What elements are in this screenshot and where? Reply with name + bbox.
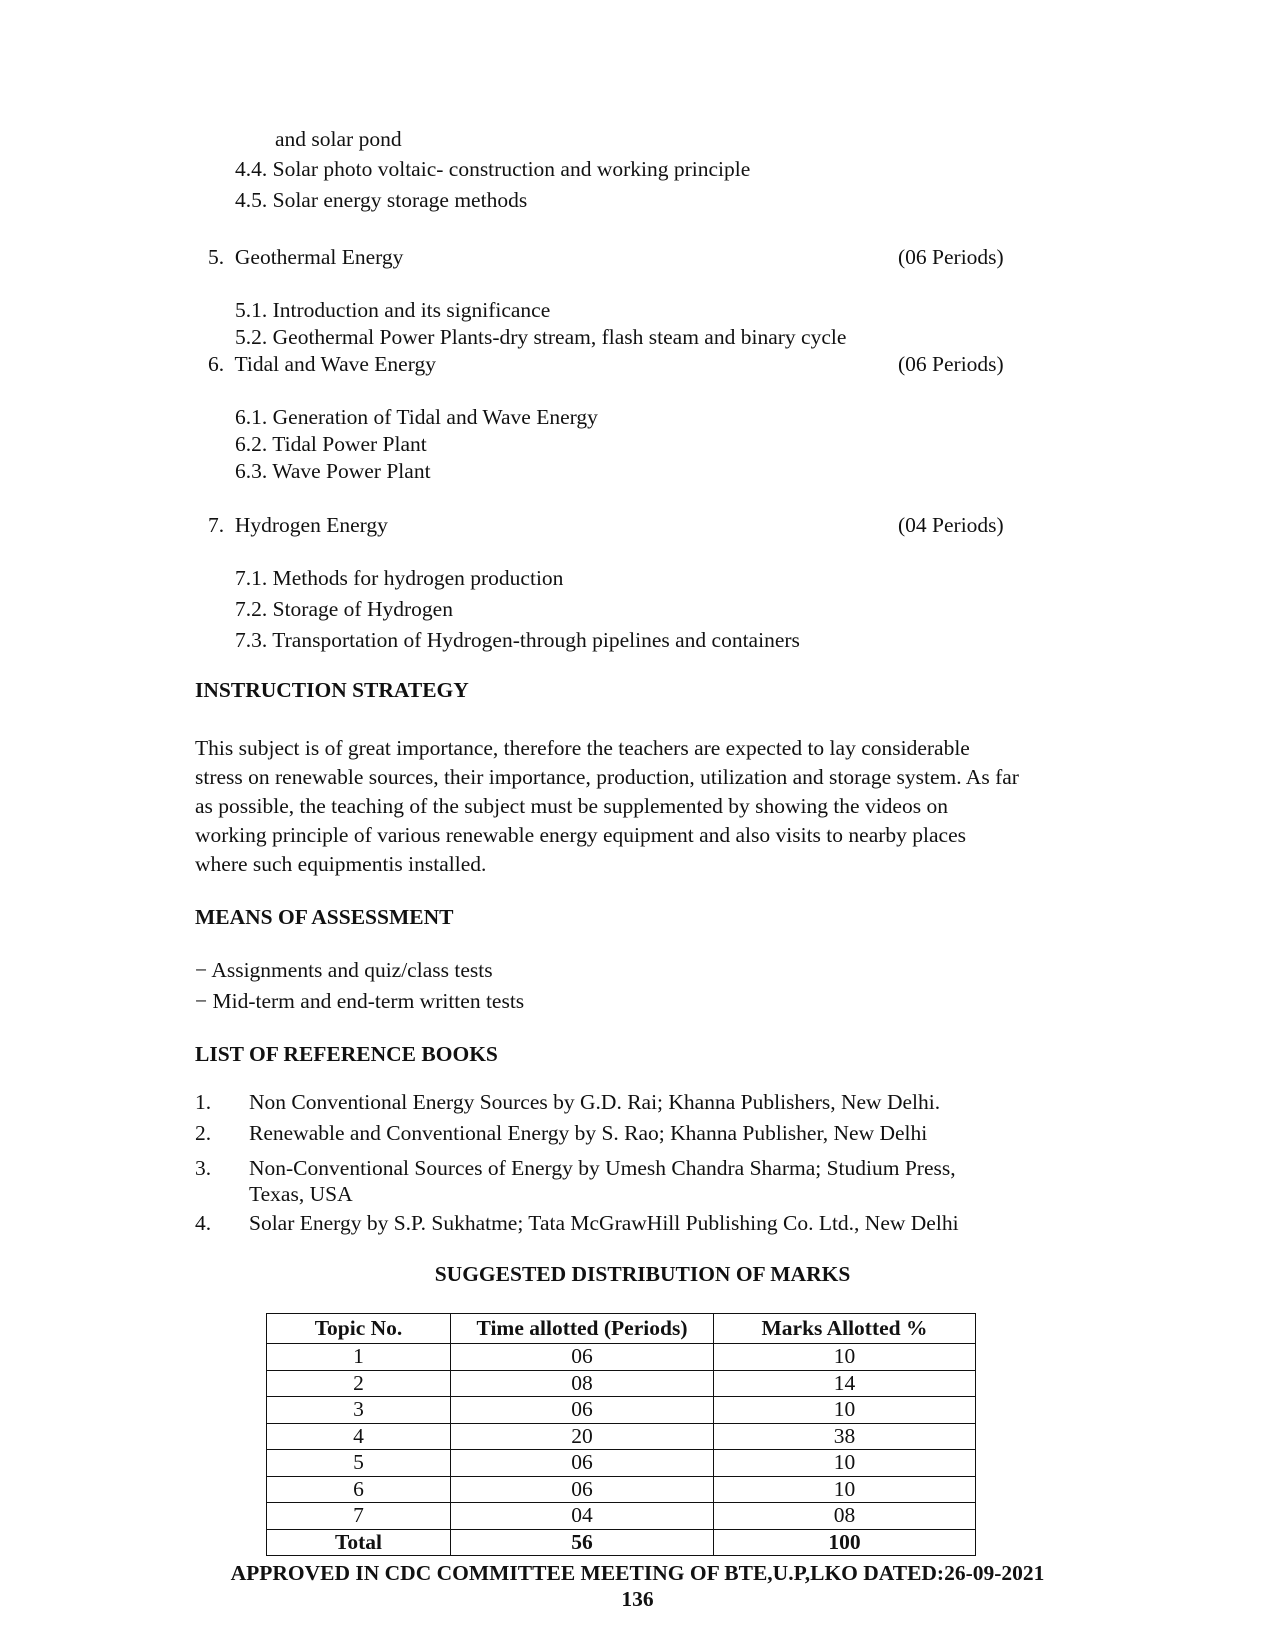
table-cell: 06	[451, 1476, 714, 1503]
table-cell: 6	[267, 1476, 451, 1503]
topic-7-title: 7. Hydrogen Energy	[208, 513, 388, 537]
assessment-heading: MEANS OF ASSESSMENT	[195, 905, 454, 929]
subtopic-5-2: 5.2. Geothermal Power Plants-dry stream, flash steam and binary cycle	[235, 325, 847, 349]
table-cell: 08	[451, 1370, 714, 1397]
table-cell: 10	[714, 1397, 976, 1424]
subtopic-6-3: 6.3. Wave Power Plant	[235, 459, 431, 483]
approval-footer: APPROVED IN CDC COMMITTEE MEETING OF BTE,U.P,LKO DATED:26-09-2021	[230, 1561, 1045, 1585]
assessment-item: − Assignments and quiz/class tests	[195, 958, 493, 982]
subtopic-7-2: 7.2. Storage of Hydrogen	[235, 597, 453, 621]
marks-table	[266, 1313, 976, 1556]
column-header: Time allotted (Periods)	[451, 1314, 714, 1344]
table-cell: 06	[451, 1450, 714, 1477]
table-cell: Total	[267, 1529, 451, 1556]
table-cell: 10	[714, 1344, 976, 1371]
reference-text: Renewable and Conventional Energy by S. Rao; Khanna Publisher, New Delhi	[249, 1121, 928, 1145]
reference-text: Non-Conventional Sources of Energy by Umesh Chandra Sharma; Studium Press,	[249, 1156, 956, 1180]
instruction-heading: INSTRUCTION STRATEGY	[195, 678, 469, 702]
subtopic-4-5: 4.5. Solar energy storage methods	[235, 188, 528, 212]
topic-5-title: 5. Geothermal Energy	[208, 245, 404, 269]
reference-text: Texas, USA	[249, 1182, 353, 1206]
references-heading: LIST OF REFERENCE BOOKS	[195, 1042, 498, 1066]
table-total-row	[267, 1529, 976, 1556]
instruction-line: stress on renewable sources, their importance, production, utilization and storage system. As far	[195, 765, 1019, 789]
table-cell: 4	[267, 1423, 451, 1450]
column-header: Marks Allotted %	[714, 1314, 976, 1344]
instruction-line: This subject is of great importance, therefore the teachers are expected to lay considerable	[195, 736, 970, 760]
table-cell: 7	[267, 1503, 451, 1530]
topic-6-title: 6. Tidal and Wave Energy	[208, 352, 436, 376]
column-header: Topic No.	[267, 1314, 451, 1344]
table-cell: 3	[267, 1397, 451, 1424]
reference-number: 2.	[195, 1121, 212, 1145]
reference-number: 4.	[195, 1211, 212, 1235]
subtopic-6-2: 6.2. Tidal Power Plant	[235, 432, 427, 456]
table-cell: 20	[451, 1423, 714, 1450]
table-cell: 5	[267, 1450, 451, 1477]
table-header-row	[267, 1314, 976, 1344]
table-row	[267, 1397, 976, 1424]
table-row	[267, 1476, 976, 1503]
table-cell: 08	[714, 1503, 976, 1530]
table-row	[267, 1503, 976, 1530]
topic-5-periods: (06 Periods)	[898, 245, 1004, 269]
table-row	[267, 1370, 976, 1397]
table-cell: 14	[714, 1370, 976, 1397]
page-number: 136	[621, 1587, 654, 1611]
table-cell: 06	[451, 1397, 714, 1424]
topic-7-periods: (04 Periods)	[898, 513, 1004, 537]
subtopic-7-1: 7.1. Methods for hydrogen production	[235, 566, 564, 590]
table-cell: 04	[451, 1503, 714, 1530]
subtopic-7-3: 7.3. Transportation of Hydrogen-through pipelines and containers	[235, 628, 800, 652]
reference-text: Solar Energy by S.P. Sukhatme; Tata McGrawHill Publishing Co. Ltd., New Delhi	[249, 1211, 959, 1235]
table-cell: 06	[451, 1344, 714, 1371]
reference-number: 3.	[195, 1156, 212, 1180]
table-cell: 1	[267, 1344, 451, 1371]
table-cell: 10	[714, 1476, 976, 1503]
assessment-item: − Mid-term and end-term written tests	[195, 989, 525, 1013]
table-row	[267, 1450, 976, 1477]
table-cell: 56	[451, 1529, 714, 1556]
reference-number: 1.	[195, 1090, 212, 1114]
table-cell: 2	[267, 1370, 451, 1397]
instruction-line: working principle of various renewable energy equipment and also visits to nearby places	[195, 823, 966, 847]
table-cell: 38	[714, 1423, 976, 1450]
subtopic-5-1: 5.1. Introduction and its significance	[235, 298, 551, 322]
table-cell: 100	[714, 1529, 976, 1556]
instruction-line: as possible, the teaching of the subject must be supplemented by showing the videos on	[195, 794, 948, 818]
continued-line: and solar pond	[275, 127, 402, 151]
table-row	[267, 1344, 976, 1371]
subtopic-6-1: 6.1. Generation of Tidal and Wave Energy	[235, 405, 598, 429]
instruction-line: where such equipmentis installed.	[195, 852, 487, 876]
reference-text: Non Conventional Energy Sources by G.D. Rai; Khanna Publishers, New Delhi.	[249, 1090, 941, 1114]
table-cell: 10	[714, 1450, 976, 1477]
table-row	[267, 1423, 976, 1450]
marks-heading: SUGGESTED DISTRIBUTION OF MARKS	[434, 1262, 851, 1286]
topic-6-periods: (06 Periods)	[898, 352, 1004, 376]
subtopic-4-4: 4.4. Solar photo voltaic- construction and working principle	[235, 157, 751, 181]
